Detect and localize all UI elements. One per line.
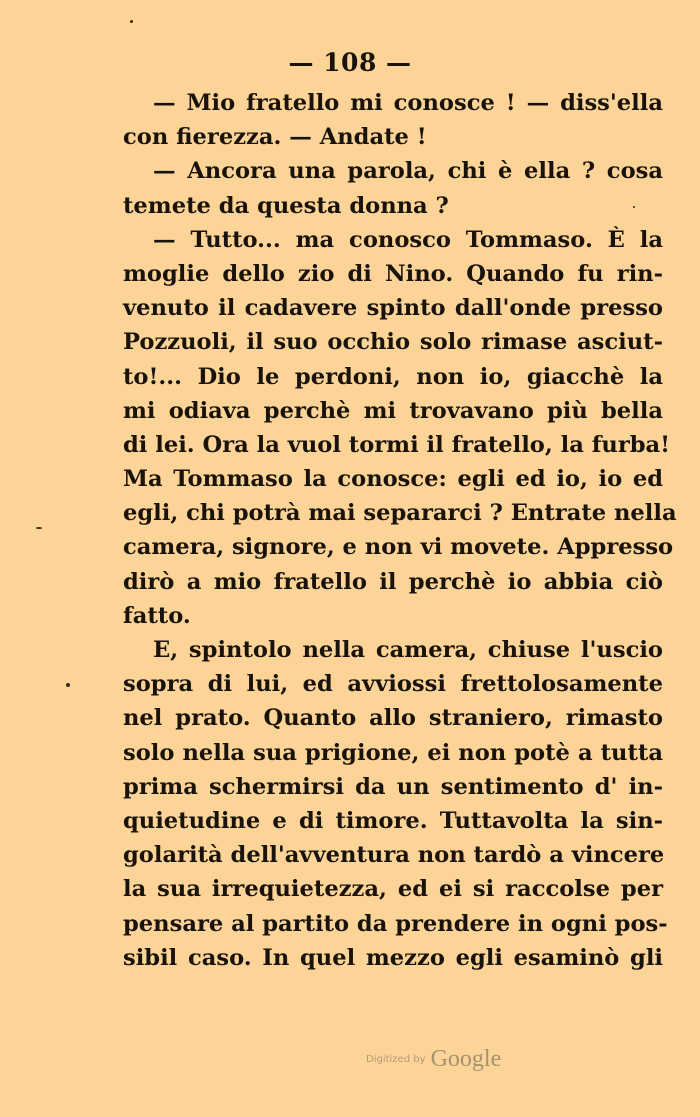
text-line: — Mio fratello mi conosce ! — diss'ella (153, 90, 663, 116)
text-line: camera, signore, e non vi movete. Appresso (123, 534, 674, 561)
text-line: quietudine e di timore. Tuttavolta la sin- (123, 807, 663, 834)
text-line: — Tutto... ma conosco Tommaso. È la (153, 226, 663, 253)
text-line: Ma Tommaso la conosce: egli ed io, io ed (123, 466, 663, 493)
text-line: to!... Dio le perdoni, non io, giacchè la (123, 363, 663, 390)
body-text (123, 86, 677, 975)
text-line: dirò a mio fratello il perchè io abbia ciò (123, 568, 663, 595)
text-line: egli, chi potrà mai separarci ? Entrate nella (123, 500, 677, 527)
text-line: sibil caso. In quel mezzo egli esaminò gli (123, 944, 663, 971)
text-line: — Ancora una parola, chi è ella ? cosa (153, 158, 663, 185)
text-line: di lei. Ora la vuol tormi il fratello, la furba! (123, 431, 671, 458)
text-line: pensare al partito da prendere in ogni pos- (123, 910, 668, 937)
text-line: solo nella sua prigione, ei non potè a tutta (123, 739, 663, 766)
text-line: mi odiava perchè mi trovavano più bella (123, 397, 663, 424)
google-logo: Google (430, 1046, 502, 1072)
scan-speck (130, 20, 133, 23)
text-line: E, spintolo nella camera, chiuse l'uscio (153, 637, 663, 663)
scan-speck (66, 683, 70, 687)
digitized-by-label: Digitized by (366, 1054, 426, 1065)
text-line: fatto. (123, 602, 191, 629)
text-line: prima schermirsi da un sentimento d' in- (123, 773, 663, 800)
text-line: venuto il cadavere spinto dall'onde presso (123, 295, 663, 322)
scan-speck (633, 206, 635, 208)
scan-speck (36, 527, 42, 529)
text-line: golarità dell'avventura non tardò a vincere (123, 842, 665, 869)
text-line: nel prato. Quanto allo straniero, rimasto (123, 705, 663, 732)
text-line: Pozzuoli, il suo occhio solo rimase asciut- (123, 329, 663, 356)
text-line: temete da questa donna ? (123, 192, 449, 219)
page-number: — 108 — (288, 48, 412, 77)
text-line: sopra di lui, ed avviossi frettolosamente (123, 671, 663, 698)
text-line: con fierezza. — Andate ! (123, 124, 427, 151)
text-line: moglie dello zio di Nino. Quando fu rin- (123, 260, 663, 287)
digitized-watermark (366, 1046, 546, 1073)
text-line: la sua irrequietezza, ed ei si raccolse per (123, 876, 663, 903)
